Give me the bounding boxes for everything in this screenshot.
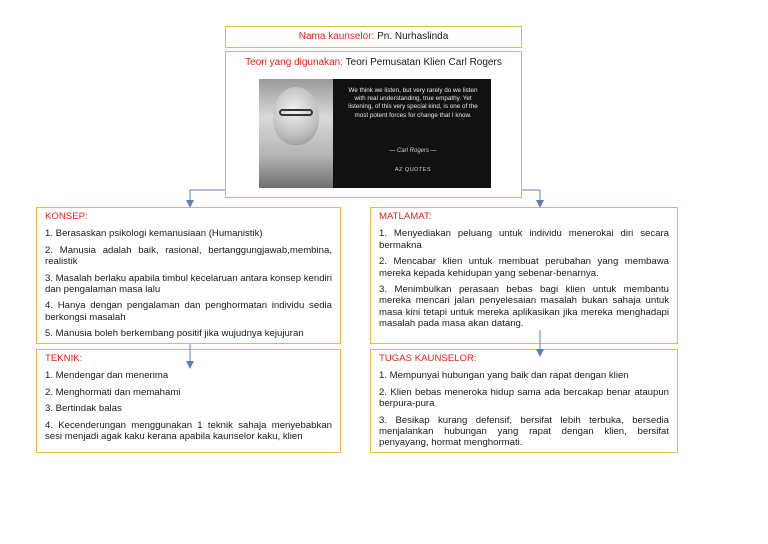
teknik-item: 2. Menghormati dan memahami [45, 386, 181, 398]
tugas-item: 1. Mempunyai hubungan yang baik dan rapat dengan klien [379, 370, 629, 382]
matlamat-item: 1. Menyediakan peluang untuk individu menerokai diri secara bermakna [379, 228, 669, 251]
konsep-item: 5. Manusia boleh berkembang positif jika wujudnya kejujuran [45, 328, 304, 340]
counselor-label: Nama kaunselor: [298, 31, 375, 42]
matlamat-item: 2. Mencabar klien untuk membuat perubahan yang membawa mereka kepada kehidupan yang sebenar-benarnya. [379, 256, 669, 279]
arrow-to-matlamat [522, 190, 540, 204]
theory-label: Teori yang digunakan: [245, 57, 344, 68]
counselor-name: Pn. Nurhaslinda [377, 31, 449, 42]
matlamat-heading: MATLAMAT: [379, 211, 432, 222]
konsep-item: 1. Berasaskan psikologi kemanusiaan (Humanistik) [45, 228, 263, 240]
teknik-item: 1. Mendengar dan menerima [45, 370, 169, 382]
teknik-heading: TEKNIK: [45, 353, 83, 364]
theory-name: Teori Pemusatan Klien Carl Rogers [345, 57, 502, 68]
konsep-item: 2. Manusia adalah baik, rasional, bertanggungjawab,membina, realistik [45, 244, 332, 268]
image-quote-text: We think we listen, but very rarely do we listen with real understanding, true empathy. Yet listening, of this very special kind, is one of the most potent forces for change that I know. [348, 87, 478, 119]
konsep-item: 3. Masalah berlaku apabila timbul kecelaruan antara konsep kendiri dan pengalaman masa lalu [45, 272, 332, 296]
teknik-item: 3. Bertindak balas [45, 403, 122, 415]
teknik-item: 4. Kecenderungan menggunakan 1 teknik sahaja menyebabkan sesi menjadi agak kaku kerana apabila kaunselor kaku, klien [45, 419, 332, 443]
konsep-heading: KONSEP: [45, 211, 88, 222]
arrow-to-konsep [190, 190, 225, 204]
konsep-item: 4. Hanya dengan pengalaman dan penghormatan individu sedia berkongsi masalah [45, 300, 332, 323]
tugas-item: 2. Klien bebas meneroka hidup sama ada bercakap benar ataupun berpura-pura [379, 386, 669, 410]
tugas-heading: TUGAS KAUNSELOR: [379, 353, 477, 364]
tugas-item: 3. Besikap kurang defensif, bersifat lebih terbuka, bersedia menjalankan hubungan yang rapat dengan klien, bersifat penyayang, hormat menghormati. [379, 414, 669, 449]
image-brand: AZ QUOTES [394, 167, 432, 173]
matlamat-item: 3. Menimbulkan perasaan bebas bagi klien untuk membantu mereka mencari jalan penyelesaian masalah bukan sahaja untuk masa kini tetapi untuk mereka aplikasikan jika mereka menghadapi masalah pada masa akan datang. [379, 284, 669, 330]
image-signature: — Carl Rogers — [389, 148, 437, 154]
